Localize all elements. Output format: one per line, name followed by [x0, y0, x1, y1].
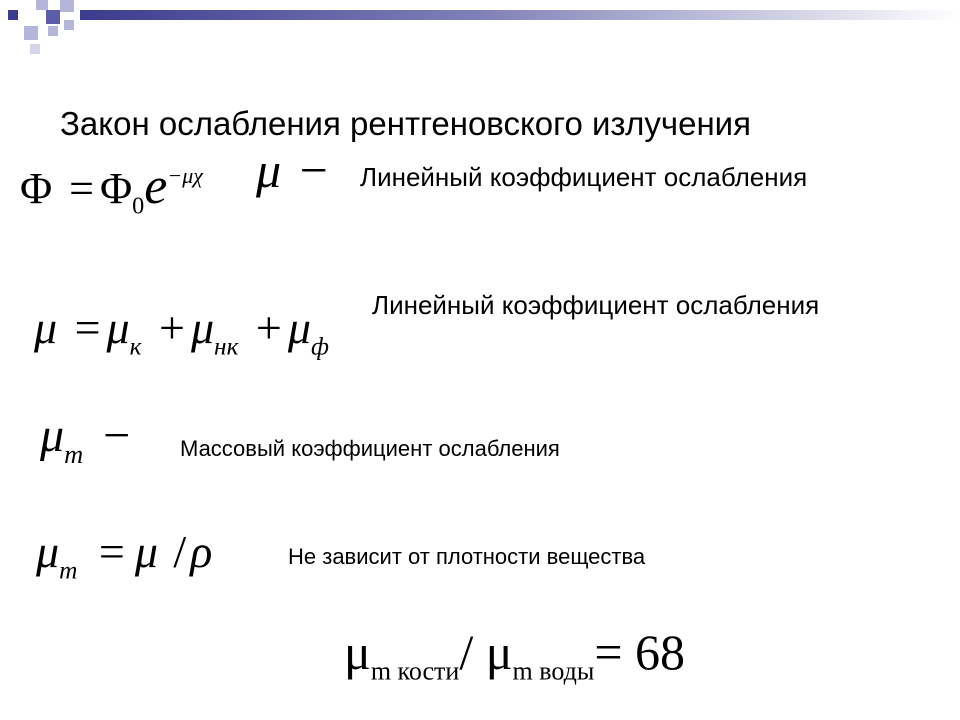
decor-square: [48, 26, 58, 36]
equals-sign: =: [74, 302, 101, 353]
rho-symbol: ρ: [190, 526, 213, 577]
mu-symbol: μ: [40, 409, 65, 462]
slide-title: Закон ослабления рентгеновского излучения: [60, 105, 751, 142]
dash: −: [103, 409, 131, 462]
exponent-base: e: [144, 157, 168, 215]
subscript-water: m воды: [512, 656, 595, 686]
density-independence-note: Не зависит от плотности вещества: [288, 544, 646, 569]
mu-symbol-2: μ: [134, 526, 158, 577]
mu-k-symbol: μ: [106, 302, 130, 353]
mu-definition: [256, 142, 328, 198]
subscript-zero: 0: [132, 192, 145, 220]
subscript-k: к: [129, 332, 142, 361]
attenuation-law-formula: [20, 148, 203, 235]
header-gradient-bar: [80, 10, 960, 20]
coefficient-words: коэффициент ослабления: [291, 436, 560, 461]
mu-symbol-2: μ: [485, 624, 513, 680]
mass-word: Массовый: [180, 436, 286, 461]
linear-coefficient-sum-formula: [34, 300, 329, 374]
bone-water-ratio: [344, 620, 685, 703]
exponent: −μχ: [167, 163, 203, 188]
subscript-m: m: [59, 556, 78, 585]
phi-symbol: Φ: [20, 163, 53, 213]
linear-coefficient-label-2: Линейный коэффициент ослабления: [372, 290, 820, 320]
subscript-f: ф: [310, 332, 329, 361]
slash: /: [459, 624, 474, 680]
slash: /: [173, 526, 187, 577]
ratio-value: = 68: [594, 624, 686, 680]
subscript-m: m: [64, 438, 84, 469]
equals-sign: =: [98, 526, 125, 577]
decor-square: [30, 44, 40, 54]
decor-square: [64, 20, 74, 30]
mass-coefficient-definition: [40, 408, 130, 482]
decor-square: [60, 0, 74, 12]
subscript-bone: m кости: [370, 656, 460, 686]
mu-nk-symbol: μ: [190, 302, 215, 353]
dash: −: [299, 142, 328, 198]
mu-symbol: μ: [36, 526, 60, 577]
subscript-nk: нк: [214, 332, 239, 361]
mu-f-symbol: μ: [287, 302, 311, 353]
mu-symbol: μ: [344, 624, 371, 680]
mu-symbol: μ: [34, 302, 58, 353]
decor-square: [24, 26, 38, 40]
mass-coefficient-label: [180, 436, 560, 462]
equals-sign: =: [69, 163, 94, 213]
plus-sign: +: [158, 302, 185, 353]
phi0-symbol: Φ: [100, 163, 133, 213]
mass-coefficient-formula: [36, 524, 212, 598]
mu-symbol: μ: [256, 142, 282, 198]
linear-coefficient-label: Линейный коэффициент ослабления: [360, 162, 808, 192]
decor-square: [8, 10, 18, 20]
plus-sign: +: [255, 302, 282, 353]
decor-square: [46, 10, 60, 24]
decor-square: [36, 0, 48, 10]
